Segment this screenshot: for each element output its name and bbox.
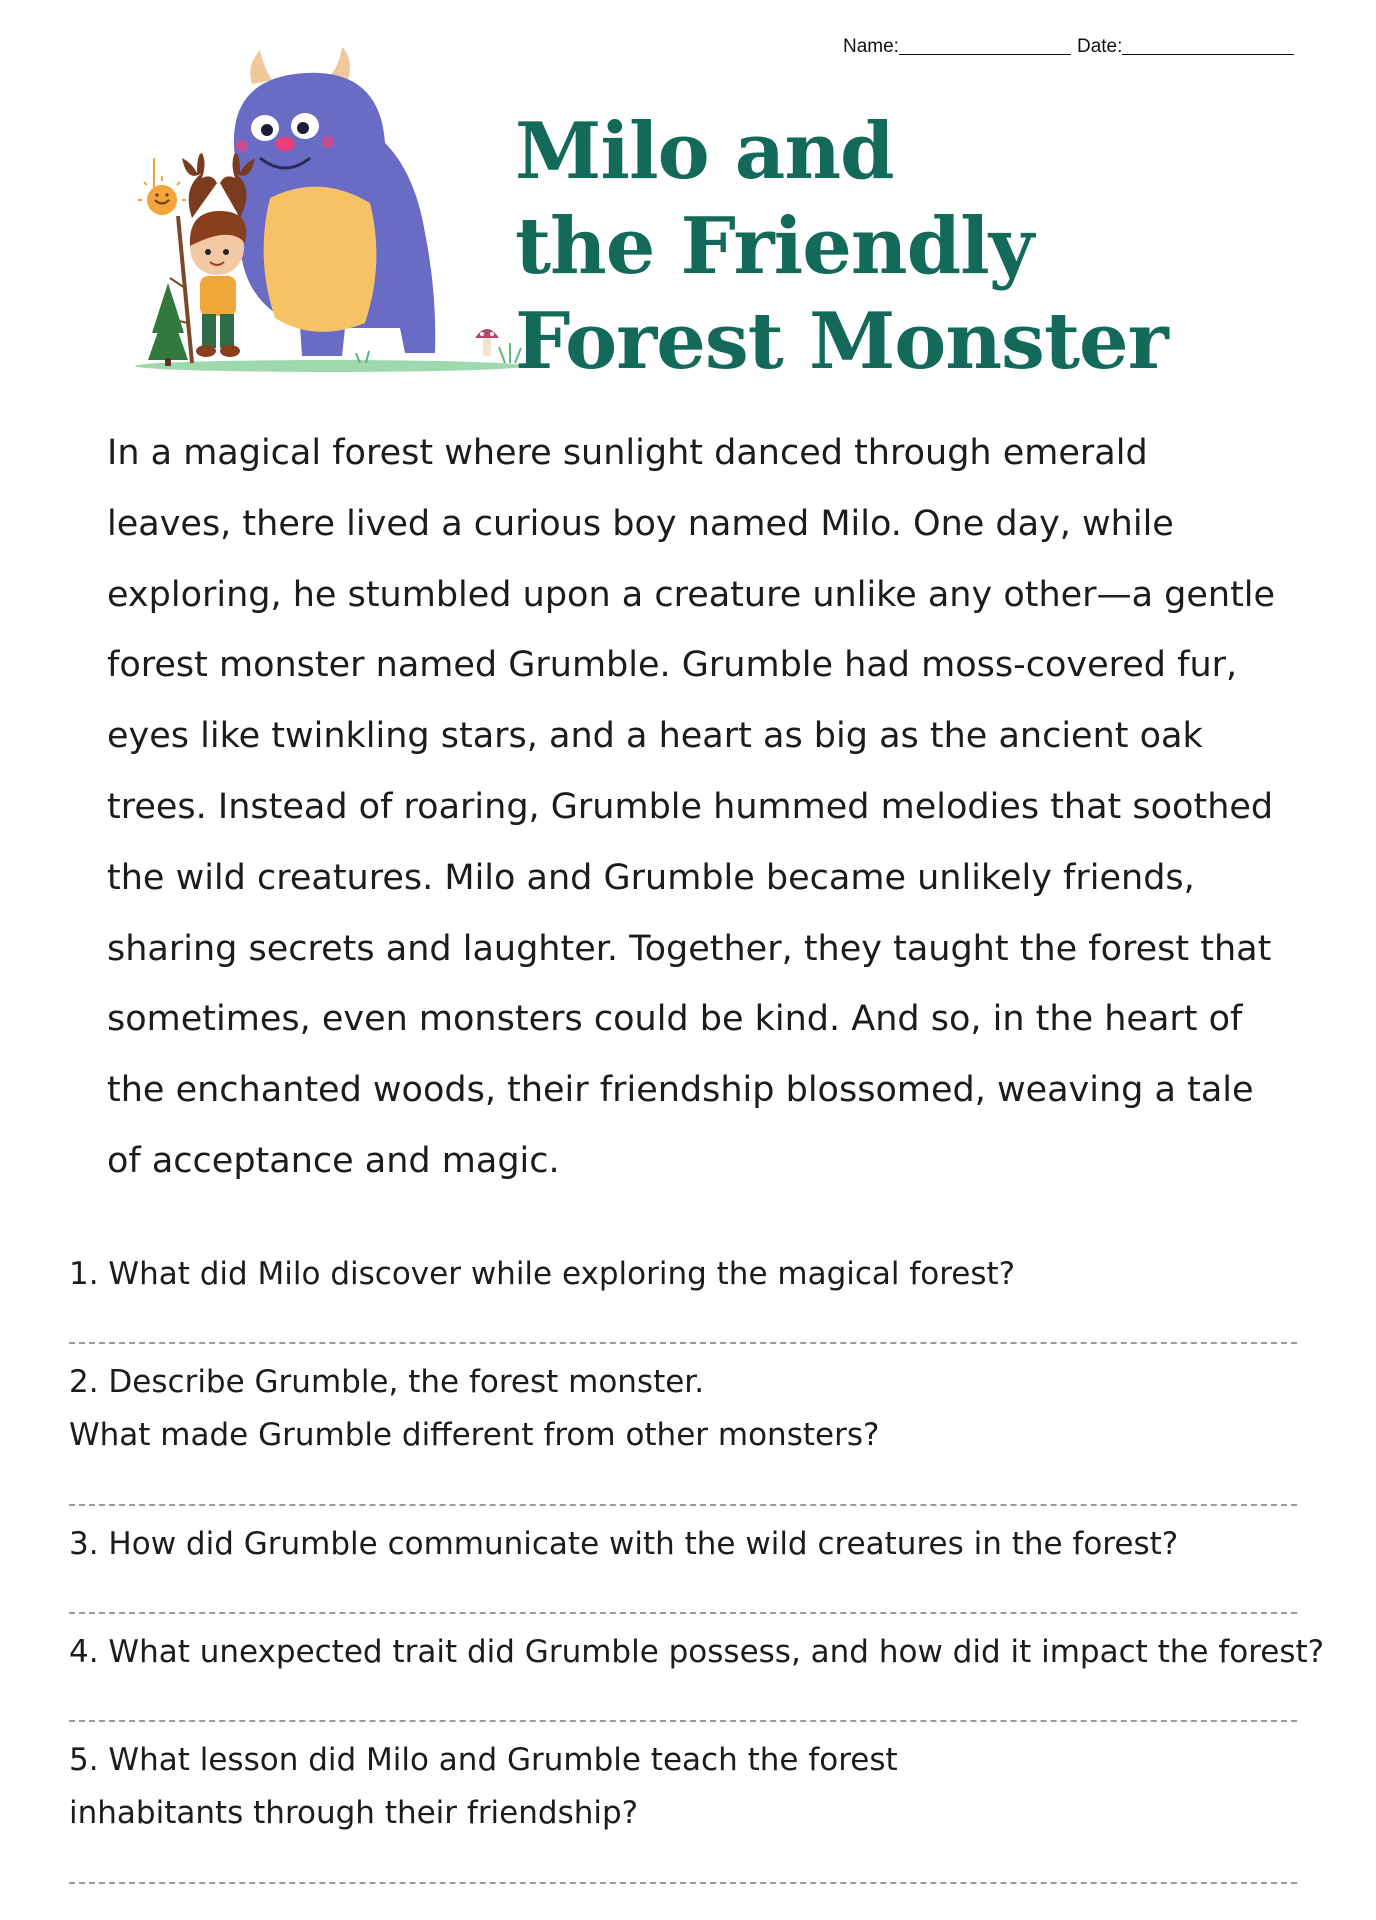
- monster-icon: [234, 48, 435, 356]
- date-blank[interactable]: [1122, 36, 1294, 55]
- story-text: [107, 418, 1307, 1197]
- question-text: inhabitants through their friendship?: [69, 1795, 639, 1831]
- question-text: 2. Describe Grumble, the forest monster.: [69, 1364, 705, 1400]
- question-text: 1. What did Milo discover while exploring the magical forest?: [69, 1256, 1016, 1292]
- story-line: the wild creatures. Milo and Grumble became unlikely friends,: [107, 857, 1195, 898]
- title-line-1: Milo and: [515, 106, 894, 197]
- answer-line-4[interactable]: [69, 1720, 1297, 1722]
- story-line: forest monster named Grumble. Grumble had moss-covered fur,: [107, 645, 1238, 686]
- mushroom-icon: [475, 329, 499, 356]
- story-line: leaves, there lived a curious boy named Milo. One day, while: [107, 503, 1174, 544]
- question-text: What made Grumble different from other monsters?: [69, 1417, 880, 1453]
- answer-line-1[interactable]: [69, 1342, 1297, 1344]
- question-4: [69, 1626, 1324, 1679]
- answer-line-2[interactable]: [69, 1504, 1297, 1506]
- pine-tree-icon: [148, 283, 188, 366]
- name-label: Name:: [843, 36, 899, 57]
- worksheet-title: [515, 104, 1168, 389]
- grass-icon: [356, 343, 521, 363]
- question-text: 5. What lesson did Milo and Grumble teach the forest: [69, 1742, 898, 1778]
- question-1: [69, 1248, 1015, 1301]
- story-line: of acceptance and magic.: [107, 1140, 560, 1181]
- question-3: [69, 1518, 1178, 1571]
- story-line: In a magical forest where sunlight danced through emerald: [107, 433, 1148, 473]
- question-text: 3. How did Grumble communicate with the wild creatures in the forest?: [69, 1526, 1179, 1562]
- story-line: sharing secrets and laughter. Together, they taught the forest that: [107, 928, 1272, 969]
- answer-line-3[interactable]: [69, 1612, 1297, 1614]
- sun-icon: [138, 158, 186, 215]
- title-line-3: Forest Monster: [515, 296, 1168, 387]
- story-line: eyes like twinkling stars, and a heart as big as the ancient oak: [107, 716, 1203, 757]
- name-date-header: [843, 36, 1294, 58]
- answer-line-5[interactable]: [69, 1882, 1297, 1884]
- monster-and-boy-illustration: [130, 48, 530, 388]
- story-line: trees. Instead of roaring, Grumble hummed melodies that soothed: [107, 786, 1274, 827]
- story-line: exploring, he stumbled upon a creature unlike any other—a gentle: [107, 574, 1276, 615]
- story-line: the enchanted woods, their friendship blossomed, weaving a tale: [107, 1070, 1254, 1111]
- question-text: 4. What unexpected trait did Grumble possess, and how did it impact the forest?: [69, 1634, 1325, 1670]
- question-5: [69, 1734, 898, 1840]
- date-label: Date:: [1076, 36, 1123, 57]
- question-2: [69, 1356, 879, 1462]
- name-blank[interactable]: [899, 36, 1071, 55]
- title-line-2: the Friendly: [515, 201, 1034, 292]
- story-line: sometimes, even monsters could be kind. And so, in the heart of: [107, 999, 1243, 1040]
